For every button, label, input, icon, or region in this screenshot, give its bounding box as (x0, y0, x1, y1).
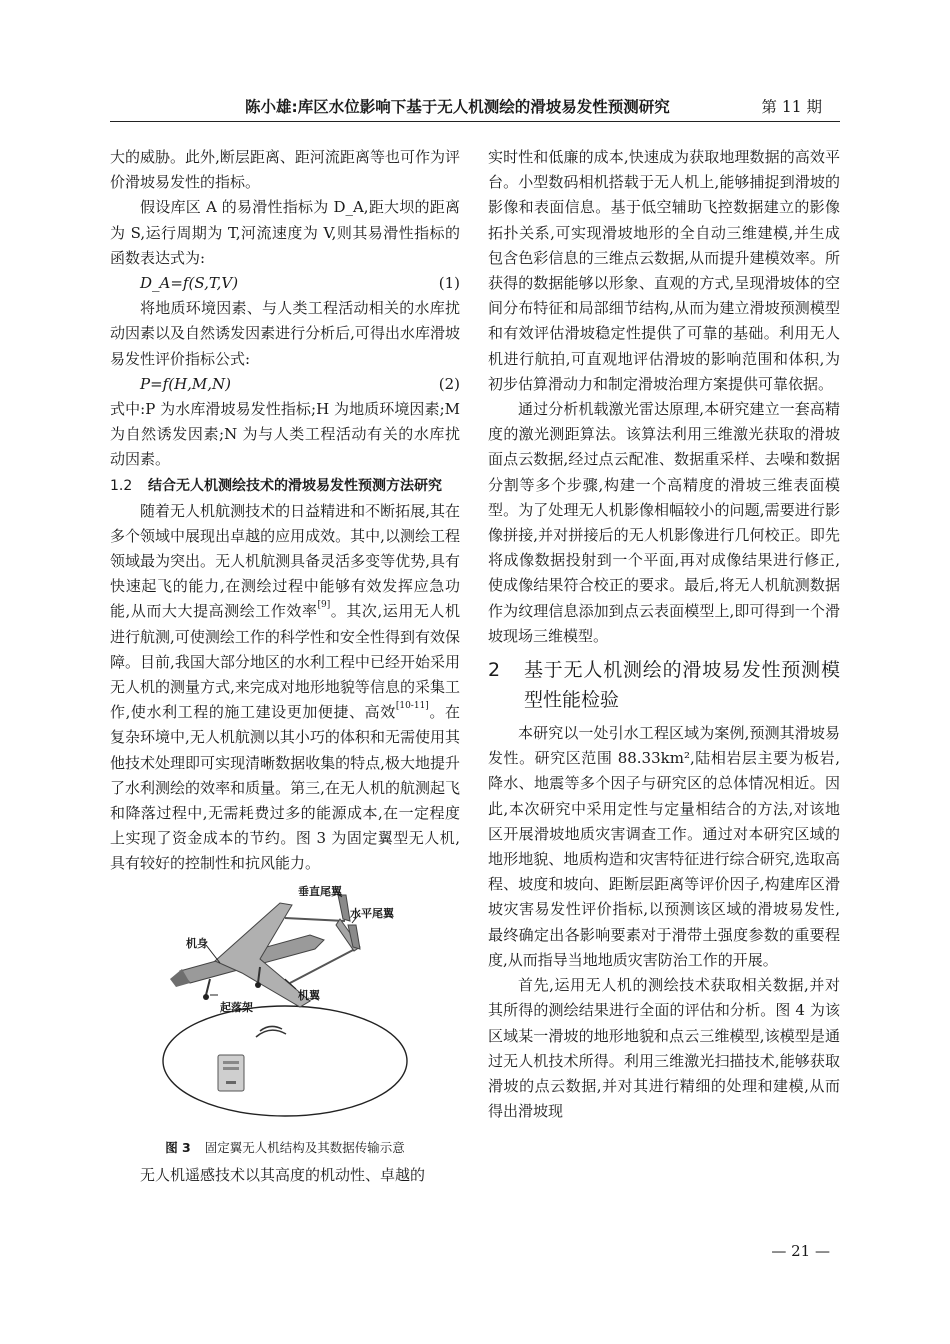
paragraph: 假设库区 A 的易滑性指标为 D_A,距大坝的距离为 S,运行周期为 T,河流速度为 V,则其易滑性指标的函数表达式为: (110, 198, 460, 267)
subsection-number: 1.2 (110, 477, 133, 494)
section-title: 基于无人机测绘的滑坡易发性预测模型性能检验 (524, 659, 840, 712)
transmission-range-ellipse (163, 1006, 407, 1116)
subsection-heading (110, 474, 460, 498)
equation-body: P=f(H,M,N) (140, 374, 232, 393)
label-horizontal-tail: 水平尾翼 (350, 906, 394, 920)
paragraph: 无人机遥感技术以其高度的机动性、卓越的 (140, 1165, 426, 1184)
header-rule (110, 121, 840, 122)
running-header (110, 93, 840, 125)
equation-body: D_A=f(S,T,V) (140, 274, 239, 293)
equation-number: (1) (438, 274, 460, 293)
running-title: 陈小雄:库区水位影响下基于无人机测绘的滑坡易发性预测研究 (245, 98, 670, 116)
ground-station-icon (218, 1055, 244, 1091)
uav-diagram (110, 883, 460, 1133)
subsection-title: 结合无人机测绘技术的滑坡易发性预测方法研究 (148, 477, 442, 494)
citation: [9] (317, 600, 331, 611)
label-landing-gear: 起落架 (220, 1000, 253, 1014)
paragraph: 首先,运用无人机的测绘技术获取相关数据,并对其所得的测绘结果进行全面的评估和分析。图 4 为该区域某一滑坡的地形地貌和点云三维模型,该模型是通过无人机技术所得。利用三维激光扫描技术,能够获取滑坡的点云数据,并对其进行精细的处理和建模,从而得出滑坡现 (488, 976, 840, 1121)
leader-line (206, 945, 220, 963)
figure-number: 图 3 (165, 1139, 191, 1155)
citation: [10-11] (395, 701, 429, 712)
figure-caption-text: 固定翼无人机结构及其数据传输示意 (204, 1139, 405, 1155)
right-column (488, 145, 840, 1124)
section-heading (488, 655, 840, 715)
section-number: 2 (488, 659, 501, 682)
paragraph: 式中:P 为水库滑坡易发性指标;H 为地质环境因素;M 为自然诱发因素;N 为与人类工程活动有关的水库扰动因素。 (110, 400, 460, 469)
equation-2 (110, 372, 460, 397)
equation-1 (110, 271, 460, 296)
paragraph: 本研究以一处引水工程区域为案例,预测其滑坡易发性。研究区范围 88.33km²,陆相岩层主要为板岩,降水、地震等多个因子与研究区的总体情况相近。因此,本次研究中采用定性与定量相结合的方法,对该地区开展滑坡地质灾害调查工作。通过对本研究区域的地形地貌、地质构造和灾害特征进行综合研究,选取高程、坡度和坡向、距断层距离等评价因子,构建库区滑坡灾害易发性评价指标,以预测该区域的滑坡易发性,最终确定出各影响要素对于滑带土强度参数的重要程度,从而指导当地地质灾害防治工作的开展。 (488, 724, 840, 969)
paragraph: 通过分析机载激光雷达原理,本研究建立一套高精度的激光测距算法。该算法利用三维激光获取的滑坡面点云数据,经过点云配准、数据重采样、去噪和数据分割等多个步骤,构建一个高精度的滑坡三维表面模型。为了处理无人机影像相幅较小的问题,需要进行影像拼接,并对拼接后的无人机影像进行几何校正。即先将成像数据投射到一个平面,再对成像结果进行修正,使成像结果符合校正的要求。最后,将无人机航测数据作为纹理信息添加到点云表面模型上,即可得到一个滑坡现场三维模型。 (488, 400, 840, 645)
text-run: 。在复杂环境中,无人机航测以其小巧的体积和无需使用其他技术处理即可实现清晰数据收集的特点,极大地提升了水利测绘的效率和质量。第三,在无人机的航测起飞和降落过程中,无需耗费过多的能源成本,在一定程度上实现了资金成本的节约。图 3 为固定翼型无人机,具有较好的控制性和抗风能力。 (110, 703, 460, 873)
paragraph: 实时性和低廉的成本,快速成为获取地理数据的高效平台。小型数码相机搭载于无人机上,能够捕捉到滑坡的影像和表面信息。基于低空辅助飞控数据建立的影像拓扑关系,可实现滑坡地形的全自动三维建模,并生成包含色彩信息的三维点云数据,从而提升建模效率。所获得的数据能够以形象、直观的方式,呈现滑坡体的空间分布特征和局部细节结构,从而为建立滑坡预测模型和有效评估滑坡稳定性提供了可靠的基础。利用无人机进行航拍,可直观地评估滑坡的影响范围和体积,为初步估算滑动力和制定滑坡治理方案提供可靠依据。 (488, 148, 840, 393)
label-wing: 机翼 (298, 988, 320, 1002)
equation-number: (2) (438, 374, 460, 393)
page-number: — 21 — (771, 1242, 830, 1260)
paragraph: 将地质环境因素、与人类工程活动相关的水库扰动因素以及自然诱发因素进行分析后,可得出水库滑坡易发性评价指标公式: (110, 299, 460, 368)
label-vertical-tail: 垂直尾翼 (298, 884, 342, 898)
figure-caption (110, 1137, 460, 1159)
paragraph (110, 499, 460, 877)
label-fuselage: 机身 (186, 936, 208, 950)
text-run: 。其次,运用无人机进行航测,可使测绘工作的科学性和安全性得到有效保障。目前,我国大部分地区的水利工程中已经开始采用无人机的测量方式,来完成对地形地貌等信息的采集工作,使水利工程的施工建设更加便捷、高效 (110, 602, 460, 722)
text-run: 随着无人机航测技术的日益精进和不断拓展,其在多个领域中展现出卓越的应用成效。其中,以测绘工程领域最为突出。无人机航测具备灵活多变等优势,具有快速起飞的能力,在测绘过程中能够有效发挥应急功能,从而大大提高测绘工作效率 (110, 501, 460, 621)
paragraph: 大的威胁。此外,断层距离、距河流距离等也可作为评价滑坡易发性的指标。 (110, 148, 460, 192)
figure-3 (110, 883, 460, 1133)
left-column (110, 145, 460, 1188)
issue-number: 第 11 期 (761, 98, 822, 116)
